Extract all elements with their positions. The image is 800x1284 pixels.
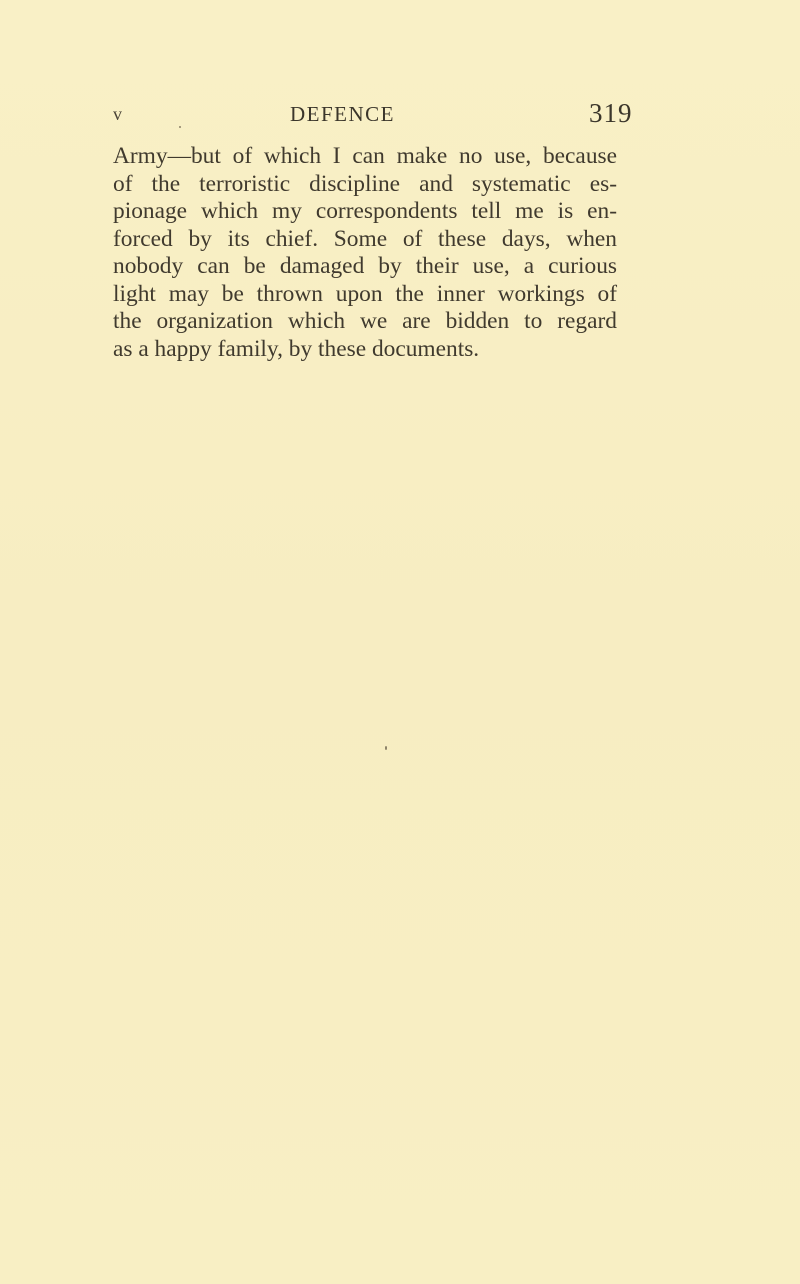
page-number: 319 xyxy=(589,98,633,128)
chapter-numeral: v xyxy=(113,104,122,124)
text-line: Army—but of which I can make no use, because xyxy=(113,143,617,169)
text-line: pionage which my correspondents tell me is en- xyxy=(113,198,617,224)
text-line: of the terroristic discipline and systematic es- xyxy=(113,170,617,197)
paper-speck xyxy=(179,126,181,128)
text-line: forced by its chief. Some of these days, when xyxy=(113,225,617,252)
text-line: as a happy family, by these documents. xyxy=(113,335,480,362)
paper-speck xyxy=(385,746,387,750)
body-paragraph xyxy=(113,143,617,363)
text-line: the organization which we are bidden to regard xyxy=(113,308,617,334)
running-title: DEFENCE xyxy=(290,102,395,126)
running-head xyxy=(0,98,800,132)
text-line: nobody can be damaged by their use, a curious xyxy=(113,253,617,279)
text-line: light may be thrown upon the inner workings of xyxy=(113,280,617,307)
